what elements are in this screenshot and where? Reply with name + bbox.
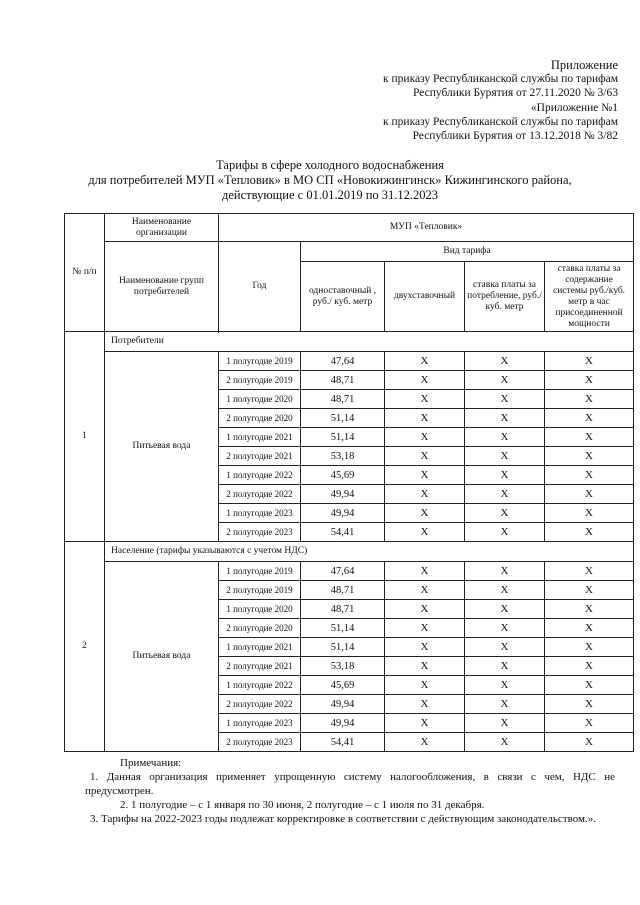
period-cell: 1 полугодие 2021 <box>219 428 301 447</box>
single-rate-value: 48,71 <box>301 390 385 409</box>
appendix-line: Приложение <box>550 58 618 72</box>
header-single-rate: одноставочный , руб./ куб. метр <box>301 262 385 332</box>
header-consumption-rate: ставка платы за потребление, руб./ куб. метр <box>465 262 545 332</box>
single-rate-value: 49,94 <box>301 695 385 714</box>
consumption-rate-value: X <box>465 390 545 409</box>
maintenance-rate-value: X <box>545 409 634 428</box>
period-cell: 2 полугодие 2022 <box>219 695 301 714</box>
header-group-label: Наименование групп потребителей <box>105 242 219 332</box>
single-rate-value: 48,71 <box>301 581 385 600</box>
period-cell: 1 полугодие 2022 <box>219 466 301 485</box>
maintenance-rate-value: X <box>545 428 634 447</box>
note-item: 2. 1 полугодие – с 1 января по 30 июня, 2 полугодие – с 1 июля по 31 декабря. <box>120 799 485 811</box>
two-rate-value: X <box>385 371 465 390</box>
two-rate-value: X <box>385 581 465 600</box>
two-rate-value: X <box>385 676 465 695</box>
appendix-block <box>298 58 618 143</box>
two-rate-value: X <box>385 409 465 428</box>
consumption-rate-value: X <box>465 714 545 733</box>
consumption-rate-value: X <box>465 600 545 619</box>
tariff-table <box>64 213 634 752</box>
maintenance-rate-value: X <box>545 600 634 619</box>
single-rate-value: 49,94 <box>301 485 385 504</box>
two-rate-value: X <box>385 638 465 657</box>
two-rate-value: X <box>385 485 465 504</box>
single-rate-value: 49,94 <box>301 504 385 523</box>
appendix-line: «Приложение №1 <box>530 101 618 114</box>
single-rate-value: 45,69 <box>301 676 385 695</box>
maintenance-rate-value: X <box>545 485 634 504</box>
period-cell: 1 полугодие 2023 <box>219 714 301 733</box>
document-title <box>40 158 620 203</box>
period-cell: 2 полугодие 2019 <box>219 371 301 390</box>
appendix-line: Республики Бурятия от 27.11.2020 № 3/63 <box>412 87 618 100</box>
two-rate-value: X <box>385 657 465 676</box>
consumer-group: Питьевая вода <box>105 562 219 752</box>
single-rate-value: 51,14 <box>301 409 385 428</box>
appendix-line: к приказу Республиканской службы по тарифам <box>383 115 618 128</box>
single-rate-value: 48,71 <box>301 371 385 390</box>
two-rate-value: X <box>385 714 465 733</box>
maintenance-rate-value: X <box>545 657 634 676</box>
note-item: 3. Тарифы на 2022-2023 годы подлежат корректировке в соответствии с действующим законодательством.». <box>90 813 596 825</box>
single-rate-value: 53,18 <box>301 657 385 676</box>
two-rate-value: X <box>385 619 465 638</box>
period-cell: 1 полугодие 2019 <box>219 352 301 371</box>
title-line: Тарифы в сфере холодного водоснабжения <box>216 158 444 172</box>
single-rate-value: 54,41 <box>301 523 385 542</box>
two-rate-value: X <box>385 600 465 619</box>
consumption-rate-value: X <box>465 485 545 504</box>
period-cell: 1 полугодие 2022 <box>219 676 301 695</box>
single-rate-value: 53,18 <box>301 447 385 466</box>
section-title: Население (тарифы указываются с учетом НДС) <box>105 542 634 562</box>
maintenance-rate-value: X <box>545 638 634 657</box>
two-rate-value: X <box>385 447 465 466</box>
consumption-rate-value: X <box>465 409 545 428</box>
consumer-group: Питьевая вода <box>105 352 219 542</box>
row-number: 1 <box>65 332 105 542</box>
maintenance-rate-value: X <box>545 562 634 581</box>
title-line: для потребителей МУП «Тепловик» в МО СП «Новокижингинск» Кижингинского района, <box>88 173 572 187</box>
consumption-rate-value: X <box>465 676 545 695</box>
two-rate-value: X <box>385 428 465 447</box>
maintenance-rate-value: X <box>545 371 634 390</box>
section-title-row <box>65 542 634 562</box>
notes-heading: Примечания: <box>120 757 182 769</box>
period-cell: 1 полугодие 2019 <box>219 562 301 581</box>
title-line: действующие с 01.01.2019 по 31.12.2023 <box>221 188 439 202</box>
two-rate-value: X <box>385 733 465 752</box>
period-cell: 1 полугодие 2021 <box>219 638 301 657</box>
maintenance-rate-value: X <box>545 504 634 523</box>
consumption-rate-value: X <box>465 638 545 657</box>
section-title-row <box>65 332 634 352</box>
two-rate-value: X <box>385 562 465 581</box>
appendix-line: Республики Бурятия от 13.12.2018 № 3/82 <box>412 130 618 143</box>
appendix-line: к приказу Республиканской службы по тарифам <box>383 73 618 86</box>
period-cell: 2 полугодие 2021 <box>219 657 301 676</box>
consumption-rate-value: X <box>465 352 545 371</box>
two-rate-value: X <box>385 504 465 523</box>
period-cell: 2 полугодие 2019 <box>219 581 301 600</box>
single-rate-value: 47,64 <box>301 352 385 371</box>
note-item: 1. Данная организация применяет упрощенную систему налогообложения, в связи с чем, НДС не предусмотрен. <box>85 771 615 797</box>
single-rate-value: 51,14 <box>301 638 385 657</box>
consumption-rate-value: X <box>465 657 545 676</box>
period-cell: 1 полугодие 2020 <box>219 600 301 619</box>
maintenance-rate-value: X <box>545 352 634 371</box>
table-row <box>65 352 634 371</box>
maintenance-rate-value: X <box>545 390 634 409</box>
period-cell: 2 полугодие 2020 <box>219 619 301 638</box>
header-org-value: МУП «Тепловик» <box>219 214 634 242</box>
consumption-rate-value: X <box>465 619 545 638</box>
two-rate-value: X <box>385 352 465 371</box>
maintenance-rate-value: X <box>545 466 634 485</box>
row-number: 2 <box>65 542 105 752</box>
single-rate-value: 49,94 <box>301 714 385 733</box>
header-two-rate: двухставочный <box>385 262 465 332</box>
two-rate-value: X <box>385 390 465 409</box>
maintenance-rate-value: X <box>545 676 634 695</box>
header-maintenance-rate: ставка платы за содержание системы руб./куб. метр в час присоединенной мощности <box>545 262 634 332</box>
maintenance-rate-value: X <box>545 733 634 752</box>
period-cell: 2 полугодие 2021 <box>219 447 301 466</box>
period-cell: 1 полугодие 2020 <box>219 390 301 409</box>
table-row <box>65 562 634 581</box>
header-year: Год <box>219 242 301 332</box>
period-cell: 2 полугодие 2023 <box>219 523 301 542</box>
consumption-rate-value: X <box>465 466 545 485</box>
maintenance-rate-value: X <box>545 523 634 542</box>
consumption-rate-value: X <box>465 447 545 466</box>
consumption-rate-value: X <box>465 733 545 752</box>
single-rate-value: 51,14 <box>301 428 385 447</box>
maintenance-rate-value: X <box>545 581 634 600</box>
two-rate-value: X <box>385 466 465 485</box>
maintenance-rate-value: X <box>545 447 634 466</box>
consumption-rate-value: X <box>465 371 545 390</box>
consumption-rate-value: X <box>465 428 545 447</box>
consumption-rate-value: X <box>465 581 545 600</box>
maintenance-rate-value: X <box>545 714 634 733</box>
period-cell: 1 полугодие 2023 <box>219 504 301 523</box>
single-rate-value: 45,69 <box>301 466 385 485</box>
consumption-rate-value: X <box>465 504 545 523</box>
maintenance-rate-value: X <box>545 695 634 714</box>
single-rate-value: 51,14 <box>301 619 385 638</box>
notes-block <box>85 756 615 826</box>
consumption-rate-value: X <box>465 562 545 581</box>
two-rate-value: X <box>385 523 465 542</box>
period-cell: 2 полугодие 2023 <box>219 733 301 752</box>
maintenance-rate-value: X <box>545 619 634 638</box>
header-tariff-type: Вид тарифа <box>301 242 634 262</box>
two-rate-value: X <box>385 695 465 714</box>
consumption-rate-value: X <box>465 695 545 714</box>
header-org-label: Наименование организации <box>105 214 219 242</box>
single-rate-value: 48,71 <box>301 600 385 619</box>
section-title: Потребители <box>105 332 634 352</box>
consumption-rate-value: X <box>465 523 545 542</box>
single-rate-value: 47,64 <box>301 562 385 581</box>
header-num: № п/п <box>65 214 105 332</box>
single-rate-value: 54,41 <box>301 733 385 752</box>
period-cell: 2 полугодие 2020 <box>219 409 301 428</box>
period-cell: 2 полугодие 2022 <box>219 485 301 504</box>
